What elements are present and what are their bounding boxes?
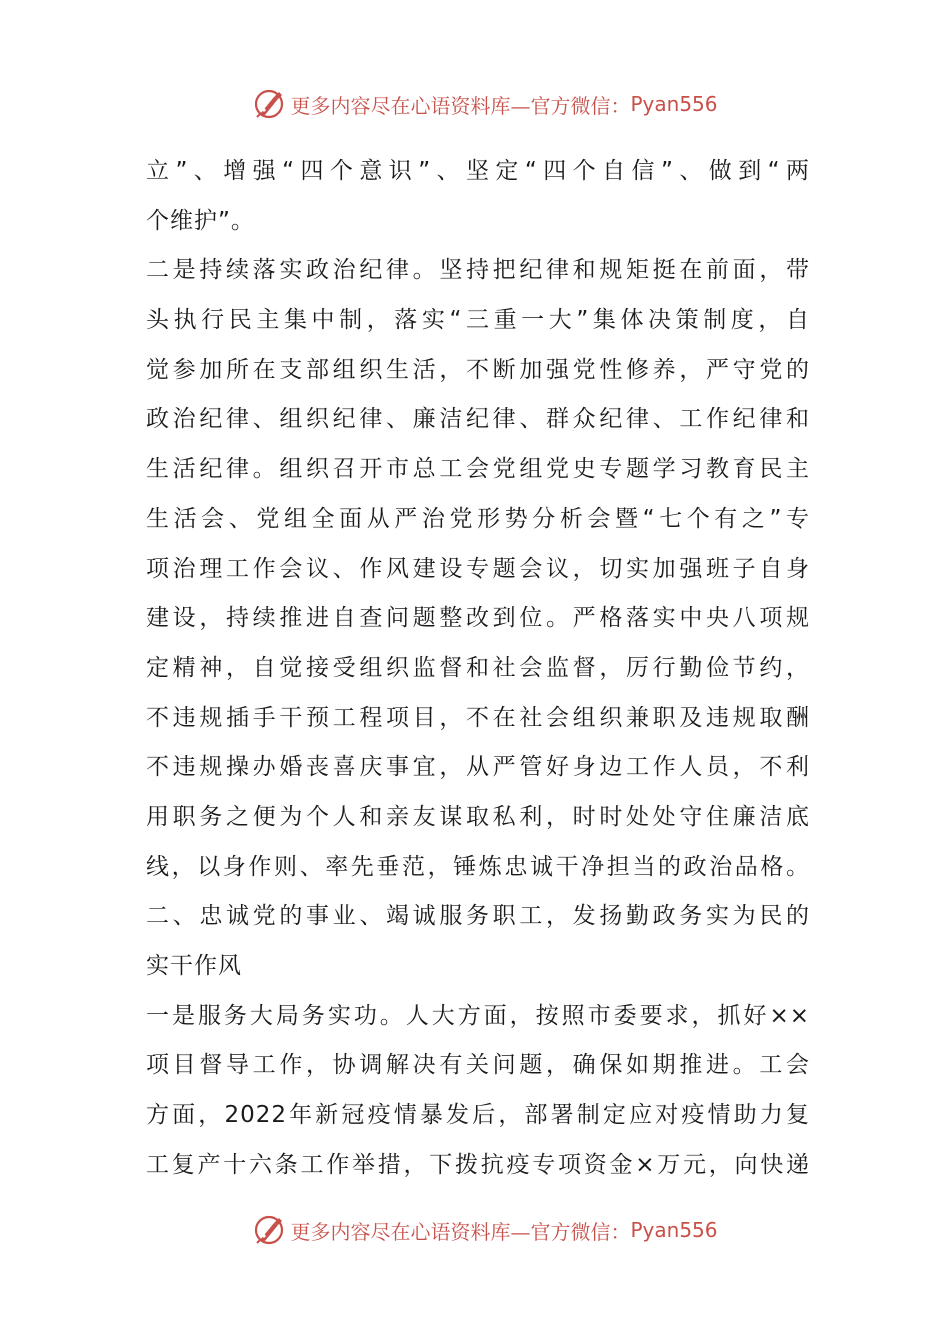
text-line: 建设，持续推进自查问题整改到位。严格落实中央八项规 <box>146 605 810 632</box>
text-line: 项治理工作会议、作风建设专题会议，切实加强班子自身 <box>146 555 810 582</box>
text-line: 工复产十六条工作举措，下拨抗疫专项资金×万元，向快递 <box>146 1151 810 1178</box>
text-line: 线，以身作则、率先垂范，锤炼忠诚干净担当的政治品格。 <box>146 853 810 880</box>
text-line: 二是持续落实政治纪律。坚持把纪律和规矩挺在前面，带 <box>146 257 810 284</box>
text-line: 生活会、党组全面从严治党形势分析会暨“七个有之”专 <box>146 505 810 532</box>
text-line: 立”、增强“四个意识”、坚定“四个自信”、做到“两 <box>146 158 810 184</box>
text-line: 不违规插手干预工程项目，不在社会组织兼职及违规取酬 <box>146 704 810 731</box>
watermark-text: 更多内容尽在心语资料库—官方微信： <box>290 1219 631 1244</box>
text-line: 生活纪律。组织召开市总工会党组党史专题学习教育民主 <box>146 456 810 483</box>
text-line: 实干作风 <box>146 953 242 979</box>
text-line: 头执行民主集中制，落实“三重一大”集体决策制度，自 <box>146 307 810 334</box>
text-line: 用职务之便为个人和亲友谋取私利，时时处处守住廉洁底 <box>146 803 810 830</box>
pen-nib-logo-icon <box>252 1213 286 1247</box>
watermark-contact-id: Pyan556 <box>630 1218 718 1242</box>
pen-nib-logo-icon <box>252 87 286 121</box>
header-watermark <box>252 87 717 121</box>
text-line: 方面，2022年新冠疫情暴发后，部署制定应对疫情助力复 <box>146 1102 810 1129</box>
text-line: 觉参加所在支部组织生活，不断加强党性修养，严守党的 <box>146 356 810 383</box>
document-body <box>146 147 810 1190</box>
text-line: 二、忠诚党的事业、竭诚服务职工，发扬勤政务实为民的 <box>146 903 810 930</box>
footer-watermark-banner <box>0 1210 950 1250</box>
watermark-text: 更多内容尽在心语资料库—官方微信： <box>290 93 631 118</box>
text-line: 定精神，自觉接受组织监督和社会监督，厉行勤俭节约， <box>146 654 810 681</box>
text-line: 政治纪律、组织纪律、廉洁纪律、群众纪律、工作纪律和 <box>146 406 810 433</box>
text-line: 不违规操办婚丧喜庆事宜，从严管好身边工作人员，不利 <box>146 754 810 781</box>
header-watermark-banner <box>0 84 950 124</box>
text-line: 项目督导工作，协调解决有关问题，确保如期推进。工会 <box>146 1052 810 1079</box>
watermark-contact-id: Pyan556 <box>630 92 718 116</box>
footer-watermark <box>252 1213 717 1247</box>
text-line: 个维护”。 <box>146 207 255 234</box>
text-line: 一是服务大局务实功。人大方面，按照市委要求，抓好×× <box>146 1002 810 1029</box>
